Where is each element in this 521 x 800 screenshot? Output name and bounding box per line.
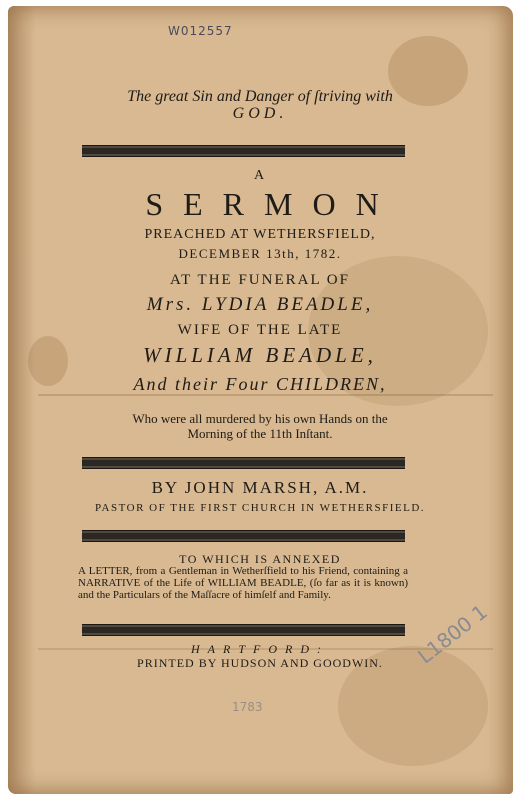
ornamental-rule bbox=[82, 530, 405, 542]
half-title-line2: GOD. bbox=[232, 105, 288, 122]
imprint-place: HARTFORD: bbox=[191, 642, 329, 656]
children-line: And their Four CHILDREN, bbox=[133, 374, 387, 394]
ornamental-rule bbox=[82, 145, 405, 157]
funeral-line: AT THE FUNERAL OF bbox=[170, 272, 350, 288]
william-beadle-name: WILLIAM BEADLE, bbox=[143, 343, 377, 367]
annexed-heading: TO WHICH IS ANNEXED bbox=[179, 552, 341, 566]
murder-description-line2: Morning of the 11th Inſtant. bbox=[187, 426, 333, 441]
murder-description bbox=[40, 411, 480, 441]
murder-description-line1: Who were all murdered by his own Hands on the bbox=[132, 411, 388, 426]
sermon-date: DECEMBER 13th, 1782. bbox=[178, 246, 342, 261]
half-title-line1: The great Sin and Danger of ſtriving with bbox=[127, 88, 393, 105]
lydia-beadle-name: Mrs. LYDIA BEADLE, bbox=[146, 294, 374, 315]
ornamental-rule bbox=[82, 624, 405, 636]
half-title bbox=[50, 88, 470, 122]
page-edge-shading bbox=[8, 6, 36, 794]
title-page bbox=[8, 6, 513, 794]
imprint-printer: PRINTED BY HUDSON AND GOODWIN. bbox=[137, 656, 383, 670]
annexed-description: A LETTER, from a Gentleman in Wetherſfield to his Friend, containing a NARRATIVE of the Life of WILLIAM BEADLE, (ſo far as it is known) and the Particulars of the Maſſacre of himſelf and Family. bbox=[78, 565, 408, 601]
author-line: BY JOHN MARSH, A.M. bbox=[151, 478, 369, 497]
catalog-number: W012557 bbox=[168, 24, 233, 38]
pencil-year: 1783 bbox=[232, 700, 263, 714]
pencil-annotation: L1800 1 bbox=[413, 599, 492, 669]
heading-a: A bbox=[253, 168, 267, 183]
preached-line: PREACHED AT WETHERSFIELD, bbox=[144, 227, 376, 242]
pastor-line: PASTOR OF THE FIRST CHURCH IN WETHERSFIELD. bbox=[94, 502, 426, 514]
ornamental-rule bbox=[82, 457, 405, 469]
wife-of-line: WIFE OF THE LATE bbox=[177, 322, 343, 338]
heading-sermon: SERMON bbox=[145, 186, 399, 222]
